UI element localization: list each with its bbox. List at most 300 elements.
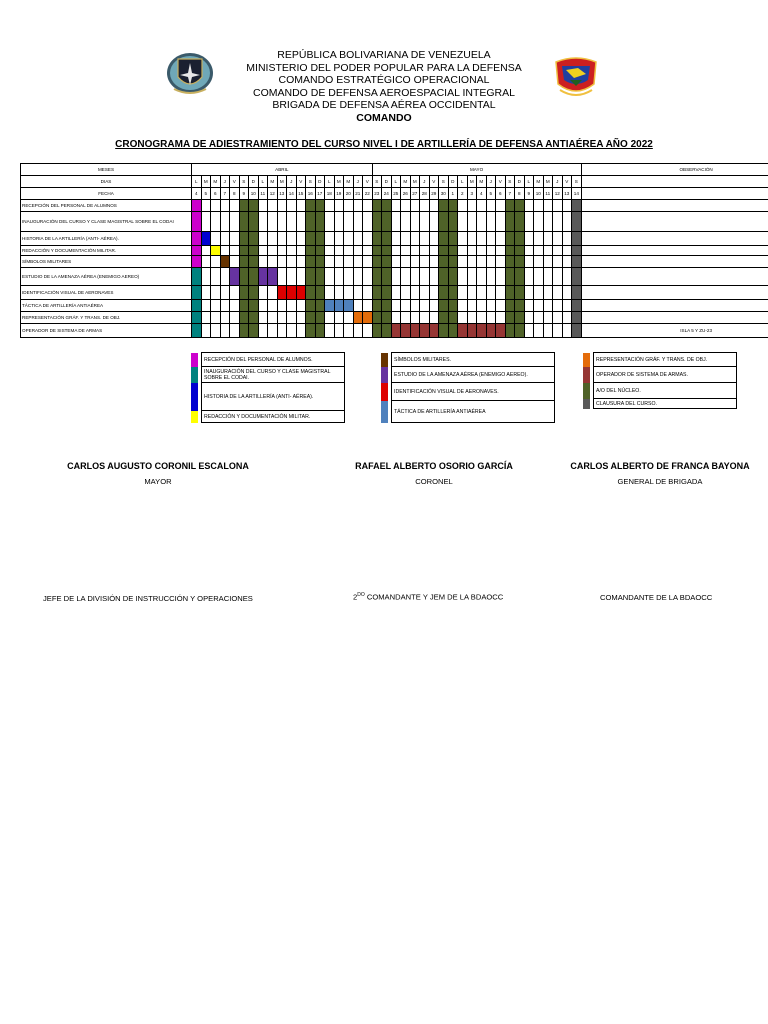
schedule-cell — [277, 200, 287, 212]
schedule-cell — [429, 300, 439, 312]
schedule-cell — [201, 212, 211, 232]
schedule-cell — [534, 286, 544, 300]
schedule-cell — [249, 300, 259, 312]
schedule-cell — [562, 312, 572, 324]
schedule-cell — [239, 246, 249, 256]
schedule-cell — [363, 312, 373, 324]
schedule-cell — [429, 212, 439, 232]
schedule-cell — [543, 300, 553, 312]
schedule-cell — [572, 268, 582, 286]
schedule-cell — [372, 200, 382, 212]
schedule-cell — [220, 300, 230, 312]
schedule-cell — [306, 256, 316, 268]
date-cell: 15 — [296, 188, 306, 200]
schedule-cell — [477, 312, 487, 324]
schedule-cell — [334, 200, 344, 212]
schedule-cell — [315, 268, 325, 286]
day-letter: V — [230, 176, 240, 188]
legend-column-1 — [191, 352, 345, 423]
schedule-cell — [505, 324, 515, 338]
schedule-cell — [230, 268, 240, 286]
schedule-cell — [249, 212, 259, 232]
schedule-cell — [315, 232, 325, 246]
schedule-cell — [353, 212, 363, 232]
schedule-cell — [334, 256, 344, 268]
schedule-cell — [486, 232, 496, 246]
schedule-cell — [268, 268, 278, 286]
position-suffix: COMANDANTE Y JEM DE LA BDAOCC — [364, 592, 504, 602]
schedule-cell — [391, 286, 401, 300]
schedule-cell — [391, 232, 401, 246]
day-letter: S — [239, 176, 249, 188]
schedule-cell — [524, 212, 534, 232]
schedule-cell — [315, 256, 325, 268]
schedule-cell — [230, 246, 240, 256]
schedule-cell — [277, 246, 287, 256]
schedule-cell — [382, 268, 392, 286]
schedule-cell — [230, 212, 240, 232]
schedule-cell — [287, 246, 297, 256]
signature-position-2 — [353, 592, 503, 602]
day-letter: M — [401, 176, 411, 188]
schedule-cell — [543, 246, 553, 256]
schedule-cell — [477, 212, 487, 232]
date-cell: 30 — [439, 188, 449, 200]
signature-name: CARLOS AUGUSTO CORONIL ESCALONA — [67, 461, 249, 471]
schedule-cell — [562, 246, 572, 256]
schedule-cell — [467, 212, 477, 232]
observation-header: OBSERVACIÓN — [581, 164, 768, 176]
schedule-cell — [572, 212, 582, 232]
legend-color-swatch — [381, 367, 388, 383]
schedule-cell — [230, 256, 240, 268]
schedule-cell — [372, 286, 382, 300]
schedule-cell — [467, 312, 477, 324]
schedule-cell — [192, 324, 202, 338]
schedule-cell — [391, 212, 401, 232]
document-header — [200, 49, 568, 125]
day-letter: S — [306, 176, 316, 188]
header-line: MINISTERIO DEL PODER POPULAR PARA LA DEFENSA — [246, 61, 522, 74]
day-letter: D — [382, 176, 392, 188]
legend-label: INAUGURACIÓN DEL CURSO Y CLASE MAGISTRAL SOBRE EL CODAI. — [202, 367, 345, 383]
schedule-cell — [230, 324, 240, 338]
schedule-cell — [239, 256, 249, 268]
schedule-cell — [515, 232, 525, 246]
date-cell: 22 — [363, 188, 373, 200]
schedule-cell — [515, 300, 525, 312]
schedule-cell — [439, 300, 449, 312]
schedule-cell — [496, 232, 506, 246]
schedule-cell — [325, 256, 335, 268]
legend-label: TÁCTICA DE ARTILLERÍA ANTIAÉREA — [392, 401, 555, 423]
days-label: DIAS — [21, 176, 192, 188]
observation-cell — [581, 300, 768, 312]
schedule-cell — [524, 324, 534, 338]
schedule-cell — [372, 212, 382, 232]
date-cell: 28 — [420, 188, 430, 200]
schedule-cell — [382, 286, 392, 300]
date-cell: 13 — [277, 188, 287, 200]
schedule-cell — [334, 232, 344, 246]
activity-label: RECEPCIÓN DEL PERSONAL DE ALUMNOS — [21, 200, 192, 212]
schedule-cell — [486, 312, 496, 324]
schedule-cell — [211, 312, 221, 324]
date-cell: 21 — [353, 188, 363, 200]
date-cell: 14 — [572, 188, 582, 200]
schedule-cell — [534, 232, 544, 246]
schedule-cell — [239, 312, 249, 324]
day-letter: J — [220, 176, 230, 188]
schedule-cell — [258, 232, 268, 246]
observation-cell — [581, 176, 768, 188]
schedule-cell — [477, 256, 487, 268]
schedule-cell — [410, 268, 420, 286]
schedule-cell — [287, 286, 297, 300]
day-letter: J — [353, 176, 363, 188]
schedule-cell — [268, 312, 278, 324]
schedule-cell — [325, 268, 335, 286]
schedule-cell — [201, 300, 211, 312]
schedule-cell — [543, 212, 553, 232]
schedule-cell — [287, 256, 297, 268]
schedule-cell — [258, 256, 268, 268]
schedule-cell — [448, 246, 458, 256]
day-letter: D — [448, 176, 458, 188]
schedule-cell — [496, 286, 506, 300]
legend-color-swatch — [191, 367, 198, 383]
schedule-cell — [439, 256, 449, 268]
schedule-cell — [249, 268, 259, 286]
schedule-cell — [391, 268, 401, 286]
date-cell: 10 — [534, 188, 544, 200]
schedule-cell — [439, 232, 449, 246]
date-cell: 1 — [448, 188, 458, 200]
schedule-cell — [382, 256, 392, 268]
schedule-cell — [239, 232, 249, 246]
legend-color-swatch — [191, 411, 198, 423]
schedule-cell — [410, 312, 420, 324]
schedule-cell — [448, 256, 458, 268]
legend-color-swatch — [583, 353, 590, 367]
schedule-cell — [543, 232, 553, 246]
schedule-cell — [258, 312, 268, 324]
schedule-cell — [467, 246, 477, 256]
schedule-cell — [477, 200, 487, 212]
schedule-cell — [325, 324, 335, 338]
schedule-cell — [325, 232, 335, 246]
schedule-cell — [458, 200, 468, 212]
schedule-cell — [401, 324, 411, 338]
schedule-cell — [258, 268, 268, 286]
schedule-cell — [296, 268, 306, 286]
activity-label: IDENTIFICACIÓN VISUAL DE AERONAVES — [21, 286, 192, 300]
signature-block-3 — [560, 461, 760, 486]
signature-block-2 — [334, 461, 534, 486]
schedule-cell — [306, 268, 316, 286]
schedule-cell — [353, 312, 363, 324]
date-cell: 17 — [315, 188, 325, 200]
schedule-cell — [382, 324, 392, 338]
month-april: ABRIL — [192, 164, 373, 176]
schedule-cell — [192, 200, 202, 212]
schedule-cell — [553, 256, 563, 268]
schedule-cell — [553, 232, 563, 246]
schedule-cell — [467, 268, 477, 286]
schedule-cell — [543, 286, 553, 300]
schedule-cell — [296, 312, 306, 324]
schedule-cell — [353, 300, 363, 312]
legend-color-swatch — [583, 399, 590, 409]
schedule-cell — [382, 212, 392, 232]
schedule-cell — [344, 268, 354, 286]
schedule-cell — [515, 256, 525, 268]
schedule-table — [20, 163, 768, 338]
schedule-cell — [239, 286, 249, 300]
schedule-cell — [211, 256, 221, 268]
schedule-cell — [220, 246, 230, 256]
schedule-cell — [315, 312, 325, 324]
schedule-cell — [382, 232, 392, 246]
schedule-cell — [249, 200, 259, 212]
schedule-cell — [505, 212, 515, 232]
observation-cell: ISLA 5 Y ZU-23 — [581, 324, 768, 338]
legend-label: REDACCIÓN Y DOCUMENTACIÓN MILITAR. — [202, 411, 345, 423]
schedule-cell — [334, 312, 344, 324]
legend-column-2 — [381, 352, 555, 423]
schedule-cell — [258, 246, 268, 256]
date-cell: 6 — [211, 188, 221, 200]
day-letter: J — [420, 176, 430, 188]
schedule-cell — [211, 200, 221, 212]
schedule-cell — [439, 312, 449, 324]
schedule-cell — [505, 256, 515, 268]
schedule-cell — [277, 256, 287, 268]
schedule-cell — [401, 200, 411, 212]
schedule-cell — [249, 324, 259, 338]
position-prefix: 2 — [353, 592, 358, 602]
schedule-cell — [220, 268, 230, 286]
schedule-cell — [268, 232, 278, 246]
schedule-cell — [420, 286, 430, 300]
schedule-cell — [534, 268, 544, 286]
schedule-cell — [382, 300, 392, 312]
schedule-cell — [486, 246, 496, 256]
schedule-cell — [477, 324, 487, 338]
schedule-cell — [192, 286, 202, 300]
date-cell: 20 — [344, 188, 354, 200]
schedule-cell — [230, 232, 240, 246]
schedule-cell — [334, 268, 344, 286]
date-cell: 3 — [467, 188, 477, 200]
day-letter: V — [429, 176, 439, 188]
date-cell: 23 — [372, 188, 382, 200]
schedule-cell — [220, 232, 230, 246]
schedule-cell — [505, 312, 515, 324]
schedule-cell — [458, 256, 468, 268]
day-letter: S — [372, 176, 382, 188]
date-cell: 16 — [306, 188, 316, 200]
schedule-cell — [249, 246, 259, 256]
schedule-cell — [372, 312, 382, 324]
schedule-cell — [344, 246, 354, 256]
schedule-cell — [315, 324, 325, 338]
schedule-cell — [192, 312, 202, 324]
schedule-cell — [401, 246, 411, 256]
schedule-cell — [439, 286, 449, 300]
schedule-cell — [220, 200, 230, 212]
schedule-cell — [201, 268, 211, 286]
schedule-cell — [448, 212, 458, 232]
date-cell: 5 — [486, 188, 496, 200]
schedule-cell — [496, 200, 506, 212]
schedule-cell — [515, 286, 525, 300]
schedule-cell — [239, 324, 249, 338]
day-letter: M — [467, 176, 477, 188]
schedule-cell — [562, 200, 572, 212]
day-letter: M — [543, 176, 553, 188]
schedule-cell — [410, 212, 420, 232]
schedule-cell — [562, 286, 572, 300]
schedule-cell — [477, 286, 487, 300]
schedule-cell — [325, 286, 335, 300]
schedule-cell — [572, 246, 582, 256]
legend-label: IDENTIFICACIÓN VISUAL DE AERONAVES. — [392, 383, 555, 401]
schedule-cell — [391, 324, 401, 338]
day-letter: M — [534, 176, 544, 188]
observation-cell — [581, 286, 768, 300]
schedule-cell — [201, 246, 211, 256]
schedule-cell — [543, 312, 553, 324]
observation-cell — [581, 256, 768, 268]
schedule-cell — [524, 312, 534, 324]
schedule-cell — [201, 286, 211, 300]
observation-cell — [581, 212, 768, 232]
schedule-cell — [401, 312, 411, 324]
schedule-cell — [524, 246, 534, 256]
day-letter: S — [439, 176, 449, 188]
date-cell: 26 — [401, 188, 411, 200]
month-may: MAYO — [372, 164, 581, 176]
day-letter: V — [562, 176, 572, 188]
schedule-cell — [277, 324, 287, 338]
schedule-cell — [467, 200, 477, 212]
schedule-cell — [486, 300, 496, 312]
schedule-cell — [458, 246, 468, 256]
date-cell: 7 — [505, 188, 515, 200]
schedule-cell — [315, 212, 325, 232]
schedule-cell — [372, 246, 382, 256]
schedule-cell — [220, 286, 230, 300]
schedule-cell — [458, 324, 468, 338]
schedule-cell — [363, 300, 373, 312]
schedule-cell — [534, 312, 544, 324]
schedule-cell — [268, 256, 278, 268]
schedule-cell — [401, 300, 411, 312]
schedule-cell — [458, 232, 468, 246]
signature-position-1: JEFE DE LA DIVISIÓN DE INSTRUCCIÓN Y OPERACIONES — [43, 594, 253, 603]
schedule-cell — [420, 232, 430, 246]
schedule-cell — [277, 300, 287, 312]
schedule-cell — [239, 200, 249, 212]
date-cell: 12 — [553, 188, 563, 200]
schedule-cell — [382, 200, 392, 212]
schedule-cell — [420, 300, 430, 312]
legend-label: HISTORIA DE LA ARTILLERÍA (ANTI- AÉREA). — [202, 383, 345, 411]
schedule-cell — [277, 312, 287, 324]
header-line: COMANDO ESTRATÉGICO OPERACIONAL — [278, 74, 490, 87]
day-letter: L — [258, 176, 268, 188]
schedule-cell — [230, 286, 240, 300]
schedule-cell — [306, 232, 316, 246]
date-cell: 13 — [562, 188, 572, 200]
schedule-cell — [515, 212, 525, 232]
schedule-cell — [258, 324, 268, 338]
day-letter: M — [268, 176, 278, 188]
schedule-cell — [325, 300, 335, 312]
schedule-cell — [467, 232, 477, 246]
schedule-cell — [201, 232, 211, 246]
date-cell: 7 — [220, 188, 230, 200]
date-cell: 18 — [325, 188, 335, 200]
schedule-cell — [505, 232, 515, 246]
schedule-cell — [553, 200, 563, 212]
legend-color-swatch — [381, 401, 388, 423]
schedule-cell — [496, 268, 506, 286]
schedule-cell — [524, 286, 534, 300]
day-letter: L — [458, 176, 468, 188]
day-letter: M — [334, 176, 344, 188]
schedule-cell — [410, 200, 420, 212]
schedule-cell — [325, 246, 335, 256]
schedule-cell — [448, 300, 458, 312]
schedule-cell — [211, 246, 221, 256]
schedule-cell — [448, 232, 458, 246]
schedule-cell — [524, 268, 534, 286]
schedule-cell — [363, 232, 373, 246]
activity-label: SÍMBOLOS MILITARES — [21, 256, 192, 268]
observation-cell — [581, 246, 768, 256]
schedule-cell — [429, 268, 439, 286]
schedule-cell — [401, 286, 411, 300]
schedule-cell — [230, 312, 240, 324]
schedule-cell — [325, 200, 335, 212]
signature-block-1 — [58, 461, 258, 486]
schedule-cell — [572, 256, 582, 268]
schedule-cell — [543, 200, 553, 212]
schedule-cell — [353, 246, 363, 256]
date-cell: 4 — [477, 188, 487, 200]
activity-label: ESTUDIO DE LA AMENAZA AÉREA (ENEMIGO AEREO) — [21, 268, 192, 286]
schedule-cell — [287, 200, 297, 212]
schedule-cell — [306, 300, 316, 312]
day-letter: M — [201, 176, 211, 188]
legend-color-swatch — [583, 383, 590, 399]
schedule-cell — [287, 212, 297, 232]
legend-color-swatch — [381, 353, 388, 367]
schedule-cell — [572, 232, 582, 246]
schedule-cell — [439, 212, 449, 232]
schedule-cell — [296, 246, 306, 256]
schedule-cell — [363, 268, 373, 286]
schedule-cell — [524, 256, 534, 268]
schedule-cell — [334, 246, 344, 256]
schedule-cell — [192, 300, 202, 312]
schedule-cell — [239, 212, 249, 232]
schedule-cell — [505, 200, 515, 212]
schedule-cell — [458, 286, 468, 300]
schedule-cell — [192, 212, 202, 232]
